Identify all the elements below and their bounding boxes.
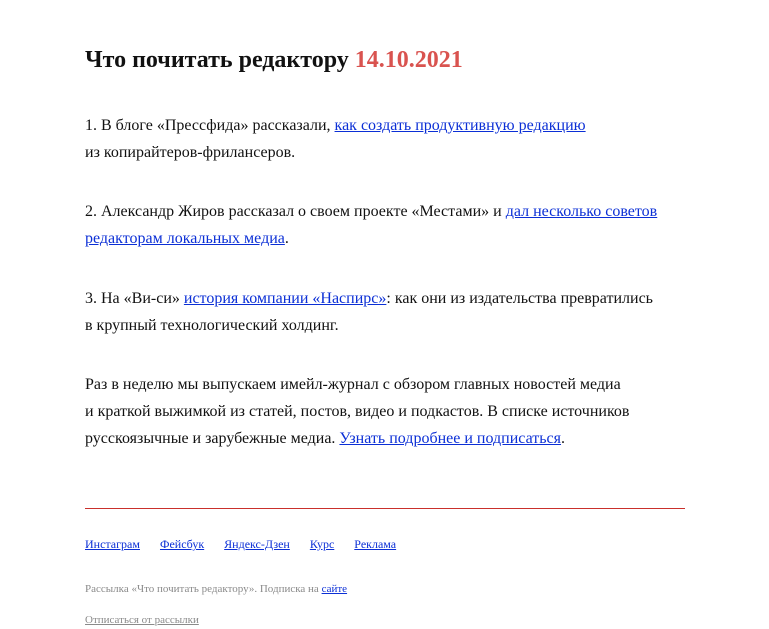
news-item-1-link[interactable]: как создать продуктивную редакцию (334, 117, 586, 134)
footer-link-ads[interactable]: Реклама (354, 537, 397, 551)
news-item-2 (85, 198, 685, 252)
site-link[interactable]: сайте (321, 583, 348, 595)
footer-link-instagram[interactable]: Инстаграм (85, 537, 140, 551)
subscription-note (85, 582, 347, 596)
news-item-3-prefix: 3. На «Ви-си» (85, 290, 184, 307)
about-line-2: и краткой выжимкой из статей, постов, видео и подкастов. В списке источников (85, 403, 630, 420)
news-item-1-suffix: из копирайтеров-фрилансеров. (85, 144, 296, 161)
news-item-3-suffix-line1: : как они из издательства превратились (386, 290, 653, 307)
news-item-2-link-line1: дал несколько советов (505, 203, 658, 220)
unsubscribe-row (85, 613, 199, 627)
footer-link-course[interactable]: Курс (309, 537, 335, 551)
news-item-1 (85, 112, 685, 166)
footer-divider (85, 508, 685, 509)
about-line-1: Раз в неделю мы выпускаем имейл-журнал с обзором главных новостей медиа (85, 376, 621, 393)
footer-link-facebook[interactable]: Фейсбук (159, 537, 205, 551)
news-item-3-suffix-line2: в крупный технологический холдинг. (85, 317, 339, 334)
unsubscribe-link[interactable]: Отписаться от рассылки (85, 614, 199, 626)
footer-link-yandex-zen[interactable]: Яндекс-Дзен (224, 537, 290, 551)
footer-links (85, 536, 416, 552)
subscribe-link[interactable]: Узнать подробнее и подписаться (339, 430, 562, 447)
news-item-1-prefix: 1. В блоге «Прессфида» рассказали, (85, 117, 335, 134)
subscription-note-text: Рассылка «Что почитать редактору». Подписка на (85, 583, 322, 595)
page-title (85, 46, 463, 74)
about-suffix: . (561, 430, 566, 447)
news-item-2-suffix: . (284, 230, 289, 247)
about-paragraph (85, 371, 685, 452)
about-line-3: русскоязычные и зарубежные медиа. (85, 430, 340, 447)
news-item-2-link-line2: редакторам локальных медиа (85, 230, 285, 247)
news-item-2-prefix: 2. Александр Жиров рассказал о своем проекте «Местами» и (85, 203, 506, 220)
news-item-3-link[interactable]: история компании «Наспирс» (183, 290, 387, 307)
title-text: Что почитать редактору (85, 47, 349, 73)
issue-date: 14.10.2021 (354, 47, 463, 73)
news-item-3 (85, 285, 685, 339)
